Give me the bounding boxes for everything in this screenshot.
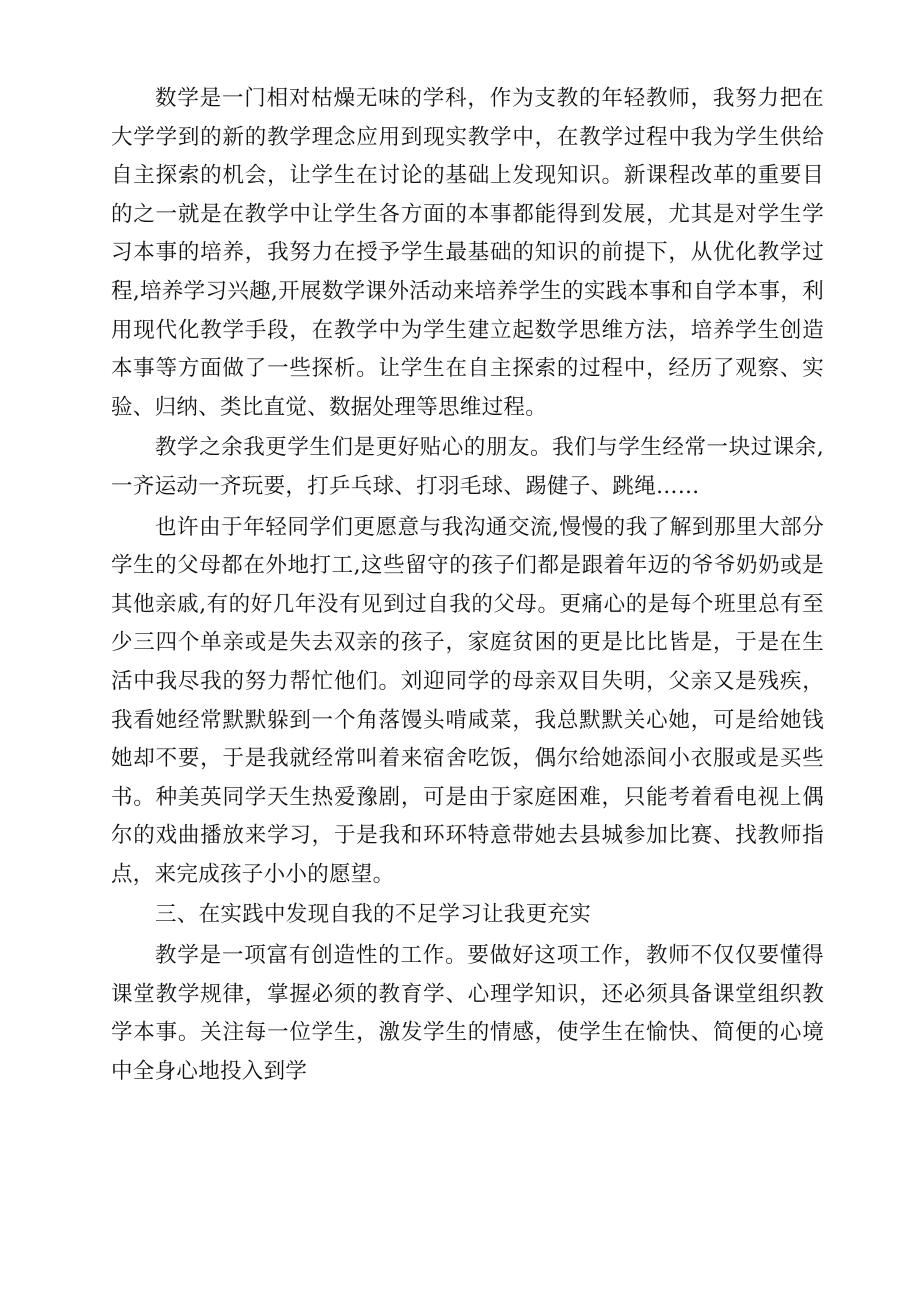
paragraph-math-teaching: 数学是一门相对枯燥无味的学科，作为支教的年轻教师，我努力把在大学学到的新的教学理念应用到现实教学中，在教学过程中我为学生供给自主探索的机会，让学生在讨论的基础上发现知识。新课程改革的重要目的之一就是在教学中让学生各方面的本事都能得到发展，尤其是对学生学习本事的培养，我努力在授予学生最基础的知识的前提下，从优化教学过程,培养学习兴趣,开展数学课外活动来培养学生的实践本事和自学本事，利用现代化教学手段，在教学中为学生建立起数学思维方法，培养学生创造本事等方面做了一些探析。让学生在自主探索的过程中，经历了观察、实验、归纳、类比直觉、数据处理等思维过程。 <box>111 86 824 420</box>
document-body <box>111 80 824 1091</box>
paragraph-left-behind-children: 也许由于年轻同学们更愿意与我沟通交流,慢慢的我了解到那里大部分学生的父母都在外地打工,这些留守的孩子们都是跟着年迈的爷爷奶奶或是其他亲戚,有的好几年没有见到过自我的父母。更痛心的是每个班里总有至少三四个单亲或是失去双亲的孩子，家庭贫困的更是比比皆是，于是在生活中我尽我的努力帮忙他们。刘迎同学的母亲双目失明，父亲又是残疾，我看她经常默默躲到一个角落馒头啃咸菜，我总默默关心她，可是给她钱她却不要，于是我就经常叫着来宿舍吃饭，偶尔给她添间小衣服或是买些书。种美英同学天生热爱豫剧，可是由于家庭困难，只能考着看电视上偶尔的戏曲播放来学习，于是我和环环特意带她去县城参加比赛、找教师指点，来完成孩子小小的愿望。 <box>111 514 824 887</box>
paragraph-friends-with-students: 教学之余我更学生们是更好贴心的朋友。我们与学生经常一块过课余,一齐运动一齐玩要，打乒乓球、打羽毛球、踢健子、跳绳…… <box>111 435 824 499</box>
paragraph-creative-teaching: 教学是一项富有创造性的工作。要做好这项工作，教师不仅仅要懂得课堂教学规律，掌握必须的教育学、心理学知识，还必须具备课堂组织教学本事。关注每一位学生，激发学生的情感，使学生在愉快、简便的心境中全身心地投入到学 <box>111 943 824 1084</box>
section-heading-three: 三、在实践中发现自我的不足学习让我更充实 <box>155 902 592 928</box>
